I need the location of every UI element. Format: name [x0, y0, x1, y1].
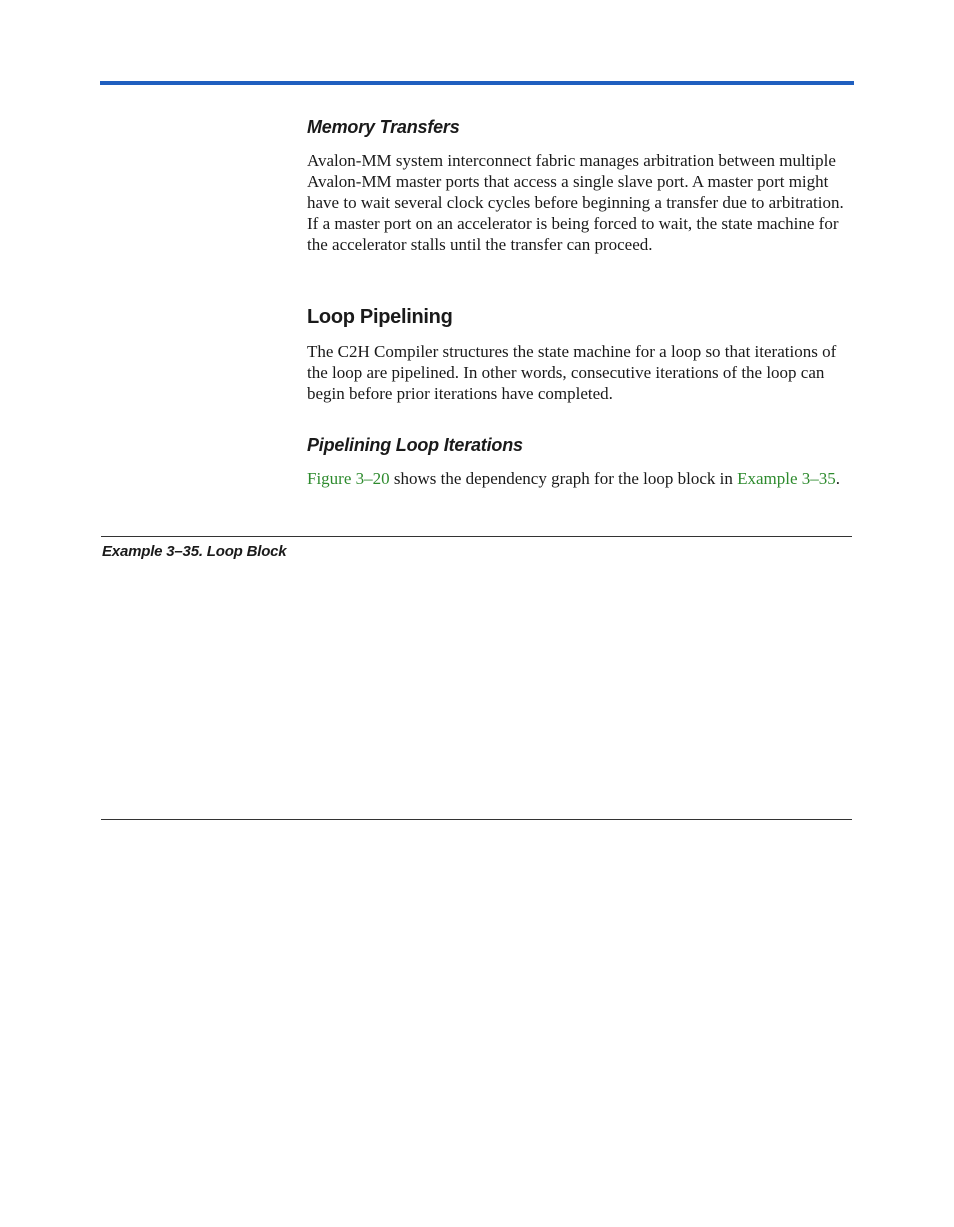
header-rule: [100, 81, 854, 85]
example-caption: Example 3–35. Loop Block: [102, 543, 287, 560]
section-pipelining-loop-iterations: [307, 434, 855, 456]
loop-pipelining-heading: Loop Pipelining: [307, 306, 453, 328]
pipelining-loop-iterations-body: [307, 468, 855, 489]
section-memory-transfers: [307, 116, 855, 138]
example-bottom-rule: [101, 819, 852, 820]
pipelining-text-middle: shows the dependency graph for the loop block in: [389, 469, 738, 488]
example-3-35-link[interactable]: Example 3–35: [737, 469, 836, 488]
pipelining-loop-iterations-heading: Pipelining Loop Iterations: [307, 435, 523, 455]
memory-transfers-body: Avalon-MM system interconnect fabric manages arbitration between multiple Avalon-MM master ports that access a single slave port. A master port might have to wait several clock cycles before beginning a transfer due to arbitration. If a master port on an accelerator is being forced to wait, the state machine for the accelerator stalls until the transfer can proceed.: [307, 151, 844, 254]
pipelining-loop-iterations-body-block: [307, 468, 855, 489]
loop-pipelining-body-block: [307, 341, 855, 404]
memory-transfers-body-block: [307, 150, 855, 255]
figure-3-20-link[interactable]: Figure 3–20: [307, 469, 390, 488]
pipelining-text-end: .: [835, 469, 841, 488]
loop-pipelining-body: The C2H Compiler structures the state machine for a loop so that iterations of the loop are pipelined. In other words, consecutive iterations of the loop can begin before prior iterations have completed.: [307, 342, 837, 403]
memory-transfers-heading: Memory Transfers: [307, 117, 460, 137]
example-top-rule: [101, 536, 852, 537]
section-loop-pipelining: [307, 305, 855, 329]
